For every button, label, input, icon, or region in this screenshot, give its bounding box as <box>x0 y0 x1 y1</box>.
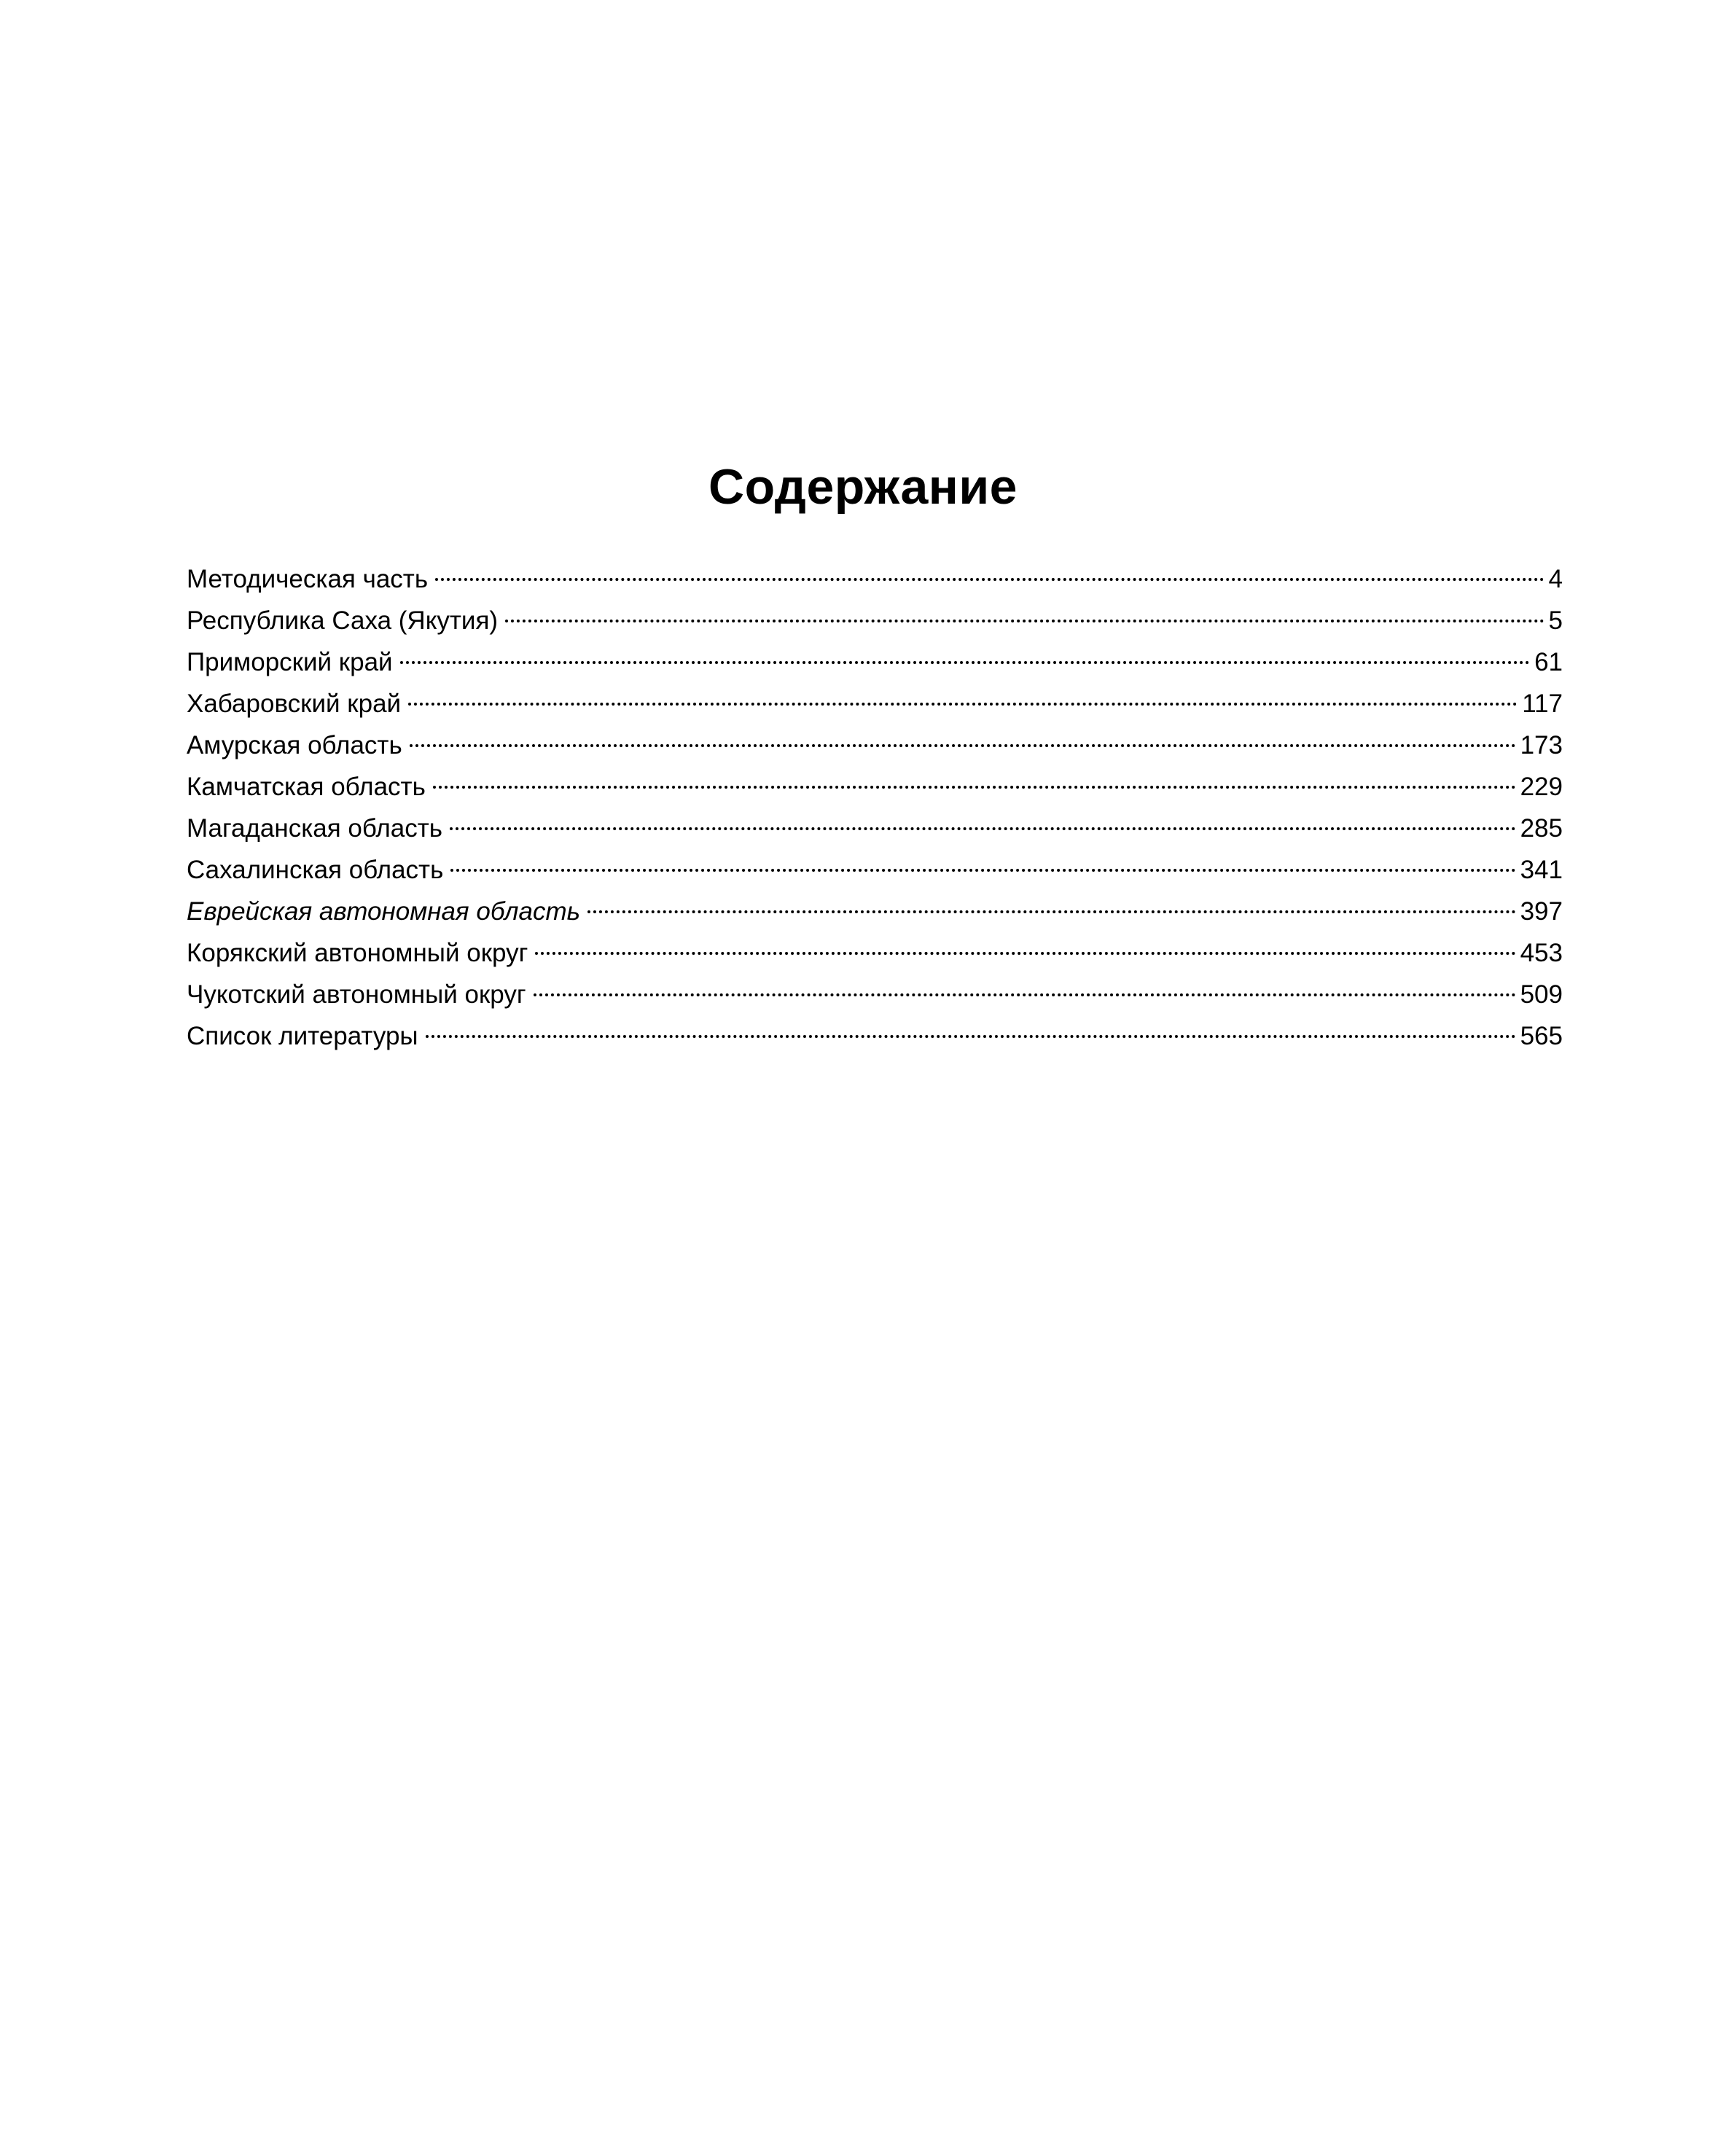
toc-entry-label: Амурская область <box>187 731 402 759</box>
toc-dot-leader <box>505 620 1544 622</box>
toc-entry-label: Приморский край <box>187 648 393 676</box>
toc-entry-page: 509 <box>1520 980 1563 1009</box>
toc-entry-label: Чукотский автономный округ <box>187 980 526 1009</box>
toc-entry-label: Корякский автономный округ <box>187 939 528 967</box>
table-of-contents <box>187 558 1563 1057</box>
toc-entry-page: 5 <box>1548 606 1563 635</box>
toc-entry-label: Список литературы <box>187 1022 418 1050</box>
toc-dot-leader <box>450 869 1515 872</box>
toc-entry-page: 229 <box>1520 773 1563 801</box>
toc-entry-page: 341 <box>1520 856 1563 884</box>
toc-entry <box>187 600 1563 641</box>
toc-entry-label: Хабаровский край <box>187 690 402 718</box>
toc-entry-label: Сахалинская область <box>187 856 444 884</box>
toc-dot-leader <box>534 993 1516 996</box>
toc-entry <box>187 724 1563 766</box>
toc-entry-page: 397 <box>1520 897 1563 926</box>
toc-entry-label: Республика Саха (Якутия) <box>187 606 499 635</box>
toc-entry-page: 4 <box>1548 565 1563 593</box>
toc-entry-label: Магаданская область <box>187 814 443 843</box>
toc-entry <box>187 849 1563 891</box>
toc-entry <box>187 683 1563 724</box>
toc-entry-page: 173 <box>1520 731 1563 759</box>
toc-entry <box>187 808 1563 849</box>
toc-entry-page: 453 <box>1520 939 1563 967</box>
toc-dot-leader <box>433 786 1516 789</box>
toc-dot-leader <box>410 744 1516 747</box>
toc-entry <box>187 932 1563 974</box>
toc-dot-leader <box>450 827 1516 830</box>
toc-entry <box>187 1015 1563 1057</box>
toc-entry-page: 61 <box>1534 648 1563 676</box>
toc-dot-leader <box>435 578 1544 581</box>
toc-entry-label: Методическая часть <box>187 565 429 593</box>
toc-entry <box>187 766 1563 808</box>
toc-entry-label: Еврейская автономная область <box>187 897 581 926</box>
toc-dot-leader <box>400 661 1530 664</box>
toc-dot-leader <box>535 952 1515 955</box>
toc-dot-leader <box>408 703 1518 706</box>
toc-entry <box>187 641 1563 683</box>
page-title: Содержание <box>708 459 1018 515</box>
toc-entry-label: Камчатская область <box>187 773 426 801</box>
toc-entry <box>187 974 1563 1015</box>
toc-entry-page: 117 <box>1522 690 1563 718</box>
toc-dot-leader <box>587 910 1516 913</box>
toc-entry-page: 285 <box>1520 814 1563 843</box>
toc-dot-leader <box>426 1035 1516 1038</box>
toc-entry <box>187 891 1563 932</box>
toc-entry-page: 565 <box>1520 1022 1563 1050</box>
toc-entry <box>187 558 1563 600</box>
